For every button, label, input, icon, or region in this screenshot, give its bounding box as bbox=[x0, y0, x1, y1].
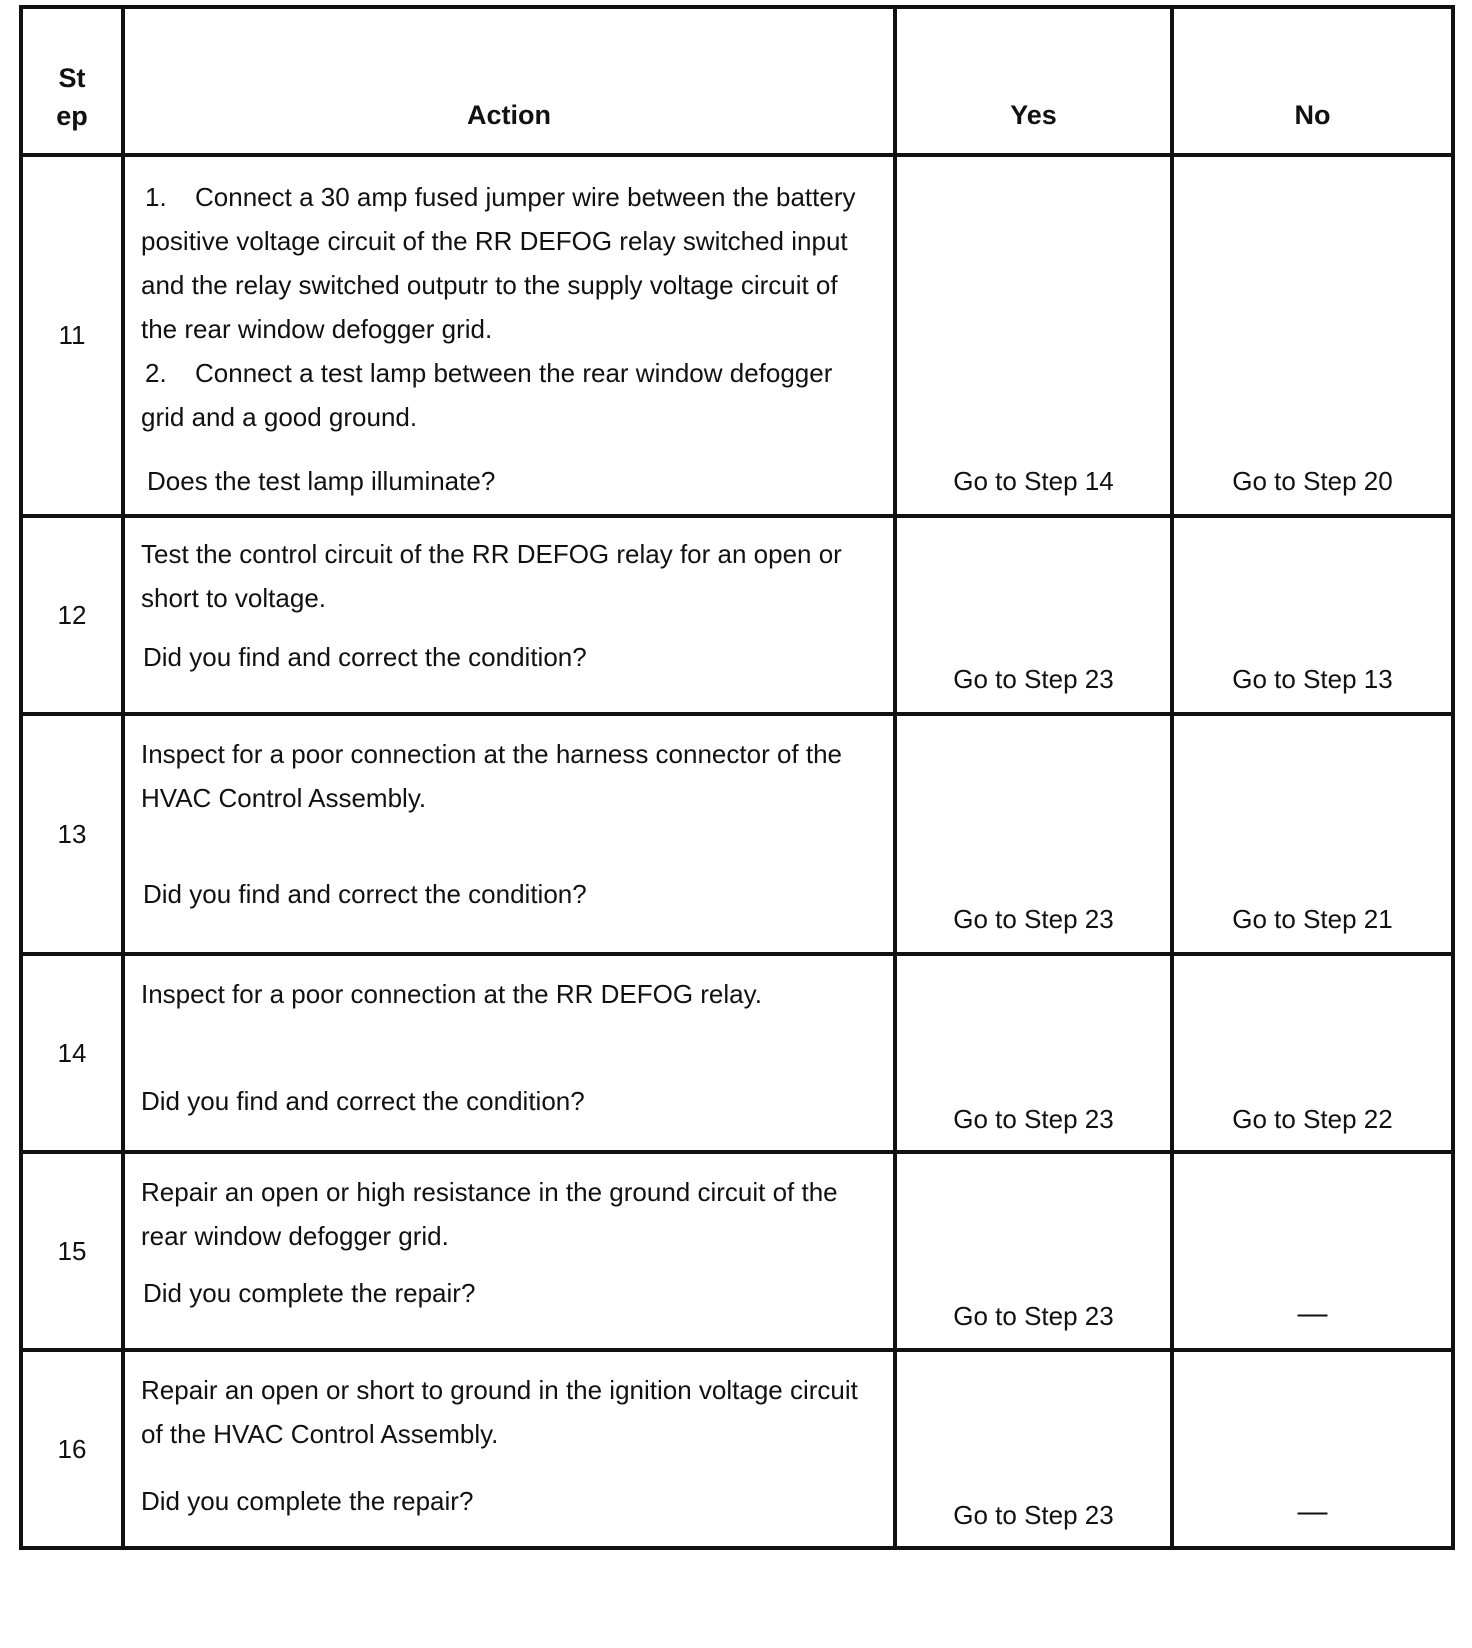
yes-cell bbox=[895, 155, 1172, 516]
question-text: Did you find and correct the condition? bbox=[141, 1086, 585, 1116]
header-step bbox=[21, 7, 123, 155]
no-result: Go to Step 13 bbox=[1232, 664, 1393, 694]
action-cell bbox=[123, 714, 895, 954]
yes-cell bbox=[895, 1152, 1172, 1350]
no-result: Go to Step 20 bbox=[1232, 466, 1393, 496]
question-text: Does the test lamp illuminate? bbox=[147, 466, 496, 496]
question-text: Did you complete the repair? bbox=[141, 1486, 474, 1516]
table-row bbox=[21, 1152, 1453, 1350]
table-row bbox=[21, 155, 1453, 516]
table-row bbox=[21, 714, 1453, 954]
action-text: Inspect for a poor connection at the RR DEFOG relay. bbox=[141, 979, 762, 1009]
no-result: — bbox=[1297, 1495, 1328, 1528]
header-step-label: St ep bbox=[56, 63, 88, 131]
header-yes-label: Yes bbox=[1010, 100, 1057, 130]
diagnostic-steps-table bbox=[19, 5, 1455, 1550]
no-result: Go to Step 22 bbox=[1232, 1104, 1393, 1134]
header-row bbox=[21, 7, 1453, 155]
yes-result: Go to Step 23 bbox=[953, 904, 1114, 934]
action-text: Inspect for a poor connection at the harness connector of the HVAC Control Assembly. bbox=[141, 739, 842, 813]
question-text: Did you complete the repair? bbox=[143, 1278, 476, 1308]
action-cell bbox=[123, 516, 895, 714]
question-text: Did you find and correct the condition? bbox=[143, 642, 587, 672]
question-text: Did you find and correct the condition? bbox=[143, 879, 587, 909]
no-cell bbox=[1172, 1350, 1453, 1548]
no-cell bbox=[1172, 954, 1453, 1152]
table-row bbox=[21, 516, 1453, 714]
no-result: — bbox=[1297, 1297, 1328, 1330]
step-number: 13 bbox=[21, 714, 123, 954]
yes-cell bbox=[895, 1350, 1172, 1548]
table-row bbox=[21, 1350, 1453, 1548]
no-cell bbox=[1172, 1152, 1453, 1350]
header-yes bbox=[895, 7, 1172, 155]
yes-cell bbox=[895, 714, 1172, 954]
table-row bbox=[21, 954, 1453, 1152]
action-item: 2. Connect a test lamp between the rear window defogger grid and a good ground. bbox=[141, 358, 833, 432]
header-action-label: Action bbox=[467, 100, 551, 130]
action-text: Repair an open or short to ground in the ignition voltage circuit of the HVAC Control Assembly. bbox=[141, 1375, 858, 1449]
yes-result: Go to Step 23 bbox=[953, 1104, 1114, 1134]
no-cell bbox=[1172, 516, 1453, 714]
yes-result: Go to Step 23 bbox=[953, 664, 1114, 694]
header-no bbox=[1172, 7, 1453, 155]
action-text: Repair an open or high resistance in the ground circuit of the rear window defogger grid. bbox=[141, 1177, 838, 1251]
action-cell bbox=[123, 954, 895, 1152]
step-number: 11 bbox=[21, 155, 123, 516]
yes-result: Go to Step 14 bbox=[953, 466, 1114, 496]
action-cell bbox=[123, 155, 895, 516]
no-cell bbox=[1172, 155, 1453, 516]
action-cell bbox=[123, 1152, 895, 1350]
step-number: 16 bbox=[21, 1350, 123, 1548]
yes-cell bbox=[895, 954, 1172, 1152]
yes-result: Go to Step 23 bbox=[953, 1301, 1114, 1331]
header-no-label: No bbox=[1294, 100, 1331, 130]
yes-result: Go to Step 23 bbox=[953, 1500, 1114, 1530]
header-action bbox=[123, 7, 895, 155]
action-cell bbox=[123, 1350, 895, 1548]
no-cell bbox=[1172, 714, 1453, 954]
step-number: 14 bbox=[21, 954, 123, 1152]
yes-cell bbox=[895, 516, 1172, 714]
step-number: 15 bbox=[21, 1152, 123, 1350]
action-item: 1. Connect a 30 amp fused jumper wire between the battery positive voltage circuit of the RR DEFOG relay switched input and the relay switched outputr to the supply voltage circuit of the rear window defogger grid. bbox=[141, 182, 856, 344]
no-result: Go to Step 21 bbox=[1232, 904, 1393, 934]
action-text: Test the control circuit of the RR DEFOG relay for an open or short to voltage. bbox=[141, 539, 842, 613]
step-number: 12 bbox=[21, 516, 123, 714]
